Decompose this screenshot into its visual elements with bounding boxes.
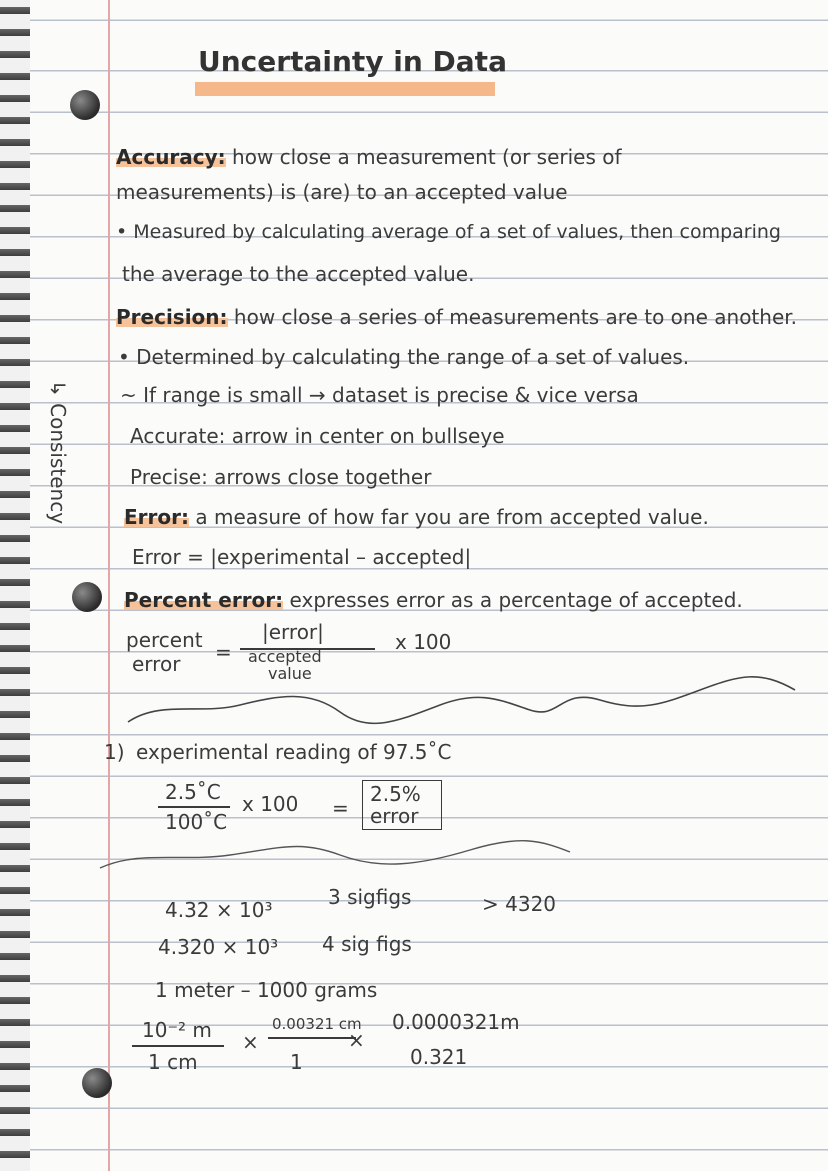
percent-error-times: x 100 [395,630,452,654]
sigfig-line2: 4.320 × 10³ [158,935,279,959]
percent-error-term: Percent error: [124,588,284,612]
example-denominator: 100˚C [165,810,228,834]
percent-error-lhs-top: percent [126,628,203,652]
example-text: experimental reading of 97.5˚C [136,740,452,764]
example-times: x 100 [242,792,299,816]
sigfig-line3: 1 meter – 1000 grams [155,978,378,1002]
error-term: Error: [124,505,189,529]
accuracy-def1: how close a measurement (or series of [232,145,622,169]
sigfig-line1-note: 3 sigfigs [328,885,412,909]
conversion-result-1: 0.0000321m [392,1010,520,1034]
conversion-times: × [242,1030,259,1054]
accuracy-term: Accuracy: [116,145,226,169]
sigfig-line2-note: 4 sig figs [322,932,412,956]
conversion-denominator: 1 cm [148,1050,198,1074]
percent-error-denominator-2: value [268,664,312,683]
percent-error-def: expresses error as a percentage of accepted. [289,588,743,612]
percent-error-numerator: |error| [262,620,324,644]
conversion-times-2: × [348,1028,365,1052]
precision-def: how close a series of measurements are to one another. [233,305,797,329]
example-result-2: error [370,804,419,828]
example-number: 1) [104,740,125,764]
conversion-fraction-bar [132,1045,224,1047]
precision-note: ~ If range is small → dataset is precise & vice versa [120,383,639,407]
conversion-numerator: 10⁻² m [142,1018,212,1042]
example-equals: = [332,796,349,820]
error-def: a measure of how far you are from accepted value. [195,505,709,529]
accurate-line: Accurate: arrow in center on bullseye [130,424,505,448]
example-result-1: 2.5% [370,782,421,806]
percent-error-equals: = [215,640,232,664]
page-title: Uncertainty in Data [198,45,507,78]
accuracy-bullet1a: • Measured by calculating average of a set of values, then comparing [116,221,781,243]
example-numerator: 2.5˚C [165,780,221,804]
percent-error-denominator-1: accepted [248,647,322,666]
conversion-fraction-bar-2 [268,1037,356,1039]
accuracy-bullet1b: the average to the accepted value. [122,262,475,286]
conversion-result-2: 0.321 [410,1045,468,1069]
side-note-consistency: ↳ Consistency [46,380,70,525]
precision-term: Precision: [116,305,228,329]
sigfig-arrow-note: > 4320 [482,892,557,916]
example-fraction-bar [158,806,230,808]
accuracy-def2: measurements) is (are) to an accepted value [116,180,568,204]
precision-bullet: • Determined by calculating the range of a set of values. [118,345,690,369]
precise-line: Precise: arrows close together [130,465,432,489]
conversion-denominator-2: 1 [290,1050,303,1074]
error-formula: Error = |experimental – accepted| [132,545,472,569]
sigfig-line1: 4.32 × 10³ [165,898,273,922]
conversion-numerator-2: 0.00321 cm [272,1015,362,1033]
percent-error-lhs-bottom: error [132,652,181,676]
